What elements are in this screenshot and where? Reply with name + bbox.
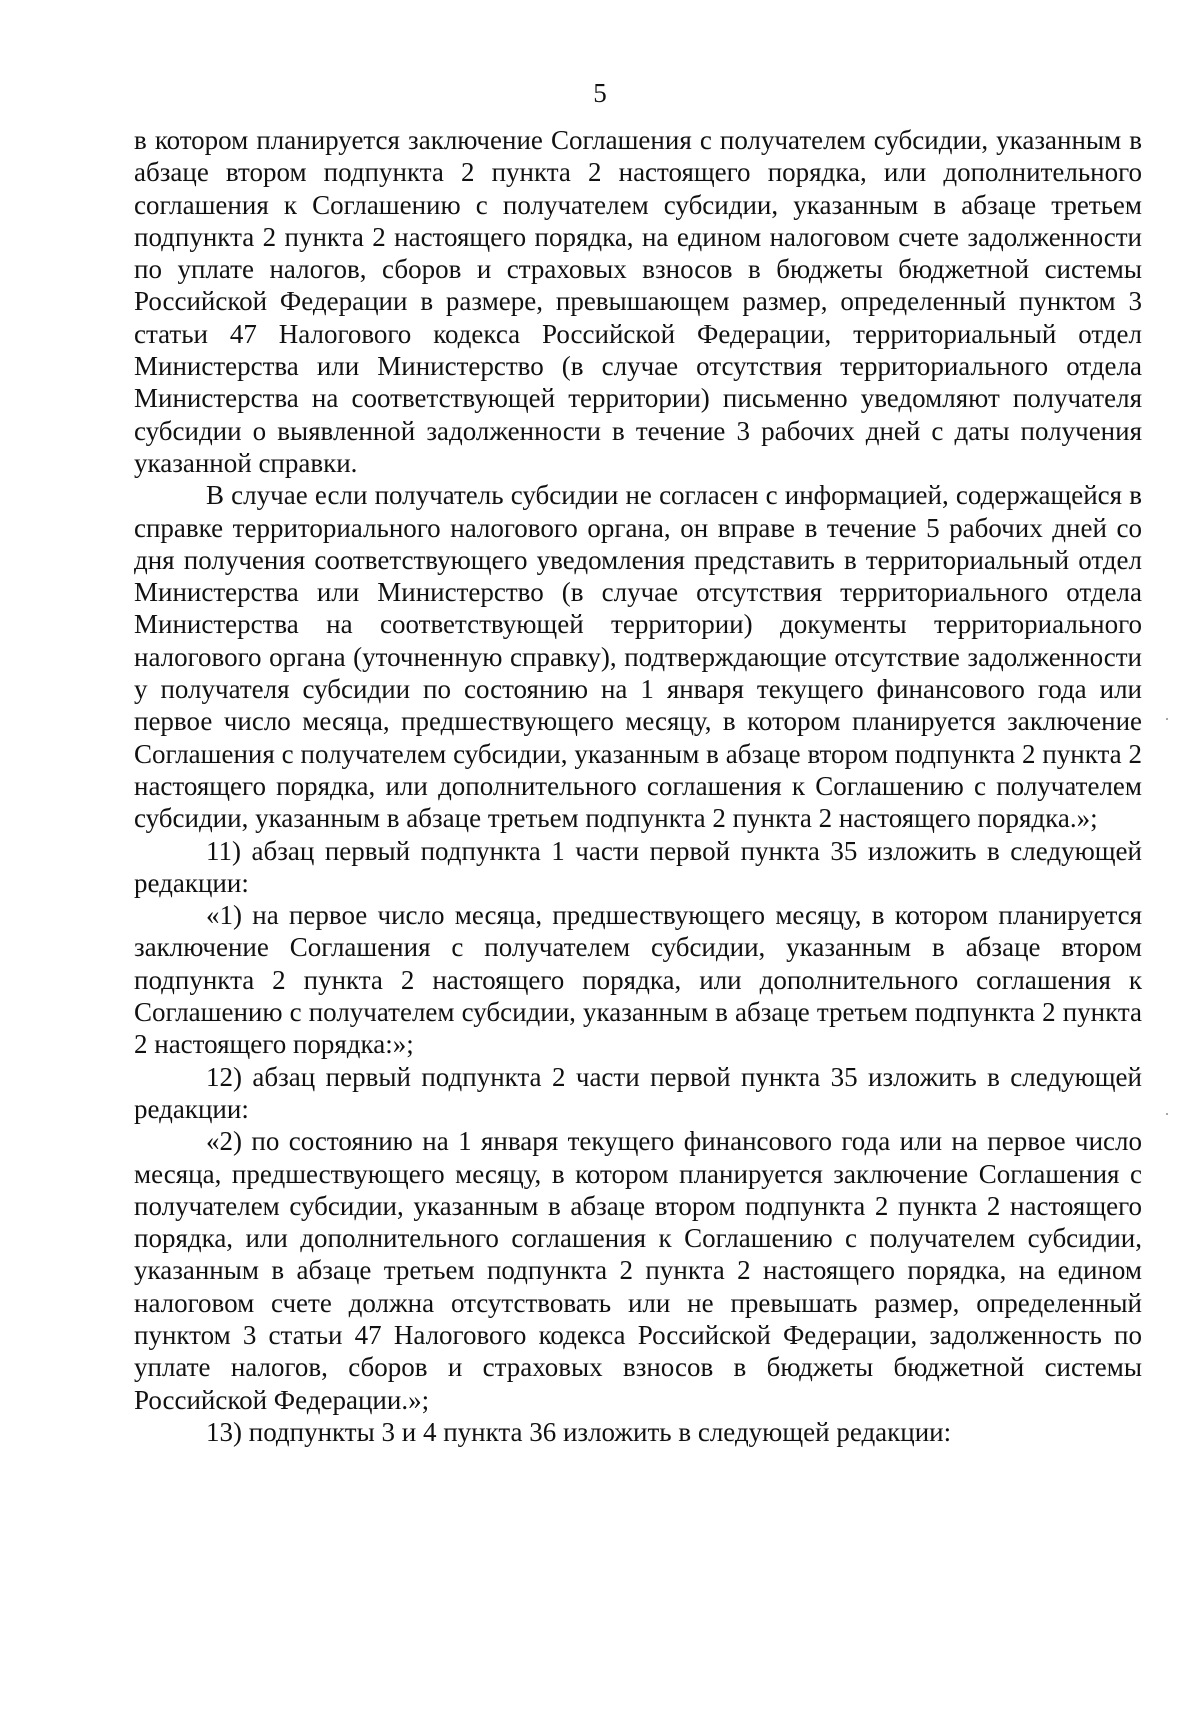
paragraph-item-12-text: «2) по состоянию на 1 января текущего финансового года или на первое число месяца, предшествующего месяцу, в котором планируется заключение Соглашения с получателем субсидии, указанным в абзаце втором подпункта 2 пункта 2 настоящего порядка, или дополнительного соглашения к Соглашению с получателем субсидии, указанным в абзаце третьем подпункта 2 пункта 2 настоящего порядка, на едином налоговом счете должна отсутствовать или не превышать размер, определенный пунктом 3 статьи 47 Налогового кодекса Российской Федерации, задолженность по уплате налогов, сборов и страховых взносов в бюджеты бюджетной системы Российской Федерации.»;: [134, 1126, 1142, 1415]
scan-speck: [1166, 1113, 1168, 1115]
paragraph-item-13: 13) подпункты 3 и 4 пункта 36 изложить в следующей редакции:: [206, 1416, 952, 1447]
paragraph-continuation: в котором планируется заключение Соглашения с получателем субсидии, указанным в абзаце втором подпункта 2 пункта 2 настоящего порядка, или дополнительного соглашения к Соглашению с получателем субсидии, указанным в абзаце третьем подпункта 2 пункта 2 настоящего порядка, на едином налоговом счете задолженности по уплате налогов, сборов и страховых взносов в бюджеты бюджетной системы Российской Федерации в размере, превышающем размер, определенный пунктом 3 статьи 47 Налогового кодекса Российской Федерации, территориальный отдел Министерства или Министерство (в случае отсутствия территориального отдела Министерства на соответствующей территории) письменно уведомляют получателя субсидии о выявленной задолженности в течение 3 рабочих дней с даты получения указанной справки.: [134, 125, 1142, 478]
page-number: 5: [593, 78, 607, 108]
paragraph-disagreement: В случае если получатель субсидии не согласен с информацией, содержащейся в справке территориального налогового органа, он вправе в течение 5 рабочих дней со дня получения соответствующего уведомления представить в территориальный отдел Министерства или Министерство (в случае отсутствия территориального отдела Министерства на соответствующей территории) документы территориального налогового органа (уточненную справку), подтверждающие отсутствие задолженности у получателя субсидии по состоянию на 1 января текущего финансового года или первое число месяца, предшествующего месяцу, в котором планируется заключение Соглашения с получателем субсидии, указанным в абзаце втором подпункта 2 пункта 2 настоящего порядка, или дополнительного соглашения к Соглашению с получателем субсидии, указанным в абзаце третьем подпункта 2 пункта 2 настоящего порядка.»;: [134, 480, 1142, 834]
scan-speck: [1166, 718, 1168, 720]
paragraph-item-11-text: «1) на первое число месяца, предшествующего месяцу, в котором планируется заключение Соглашения с получателем субсидии, указанным в абзаце втором подпункта 2 пункта 2 настоящего порядка, или дополнительного соглашения к Соглашению с получателем субсидии, указанным в абзаце третьем подпункта 2 пункта 2 настоящего порядка:»;: [134, 900, 1142, 1060]
document-body: [134, 124, 1142, 1448]
paragraph-item-12: 12) абзац первый подпункта 2 части первой пункта 35 изложить в следующей редакции:: [134, 1061, 1142, 1124]
paragraph-item-11: 11) абзац первый подпункта 1 части первой пункта 35 изложить в следующей редакции:: [134, 835, 1142, 898]
